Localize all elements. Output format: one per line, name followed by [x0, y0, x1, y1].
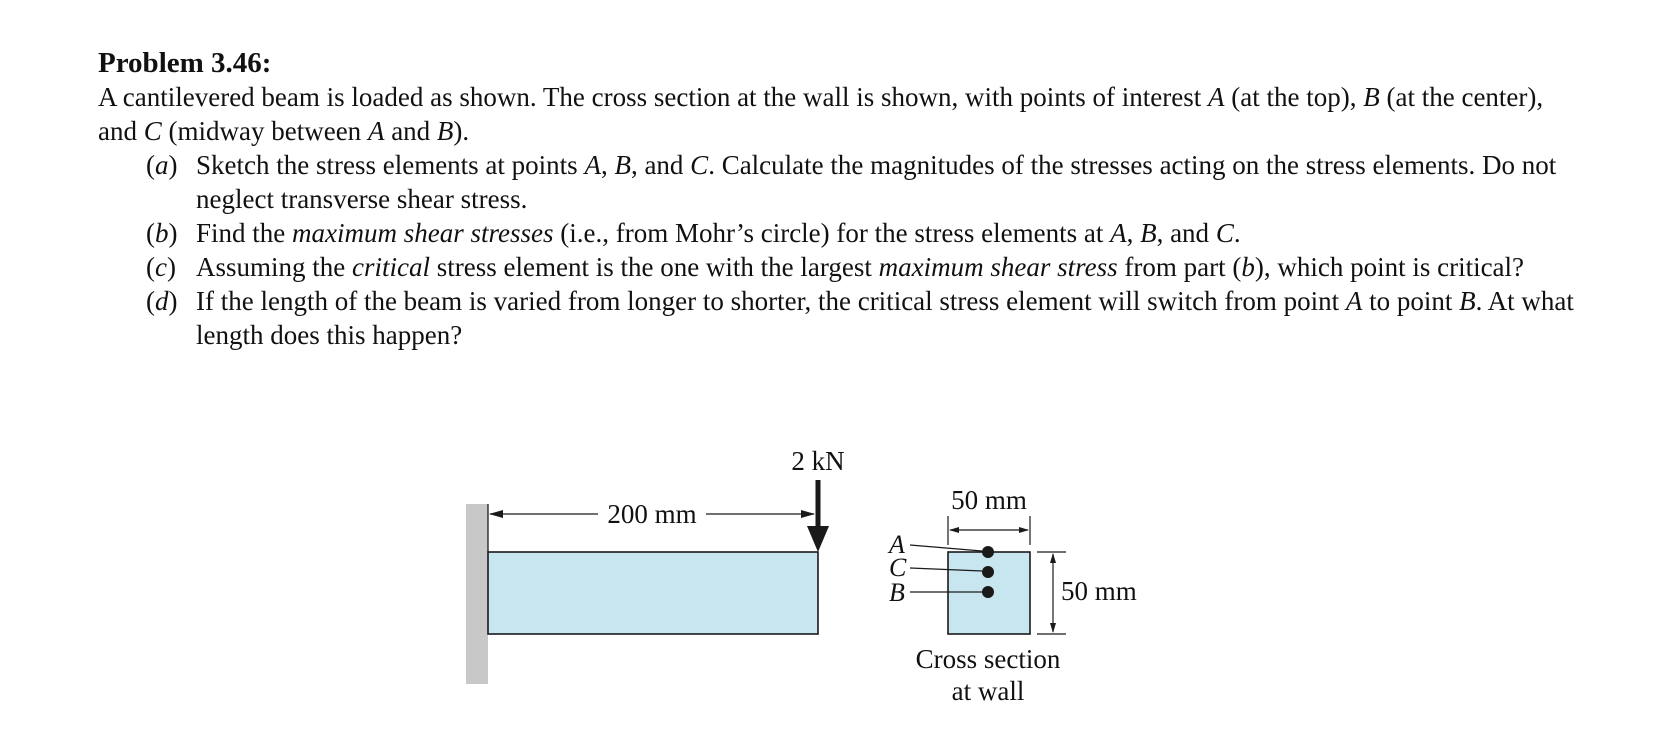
- part-text-segment: , and: [1156, 218, 1216, 248]
- intro-text: (midway between: [161, 116, 368, 146]
- point-a-leader: [910, 545, 982, 551]
- part-text-segment: B: [614, 150, 631, 180]
- intro-point-c: C: [143, 116, 162, 146]
- part-label: (d): [146, 286, 178, 316]
- part-text-segment: A: [1110, 218, 1127, 248]
- part-text-segment: C: [1215, 218, 1234, 248]
- point-b-label: B: [889, 578, 905, 607]
- part-text-segment: , and: [630, 150, 691, 180]
- part-text-segment: stress element is the one with the largest: [430, 252, 879, 282]
- part-text-segment: critical: [352, 252, 430, 282]
- length-label: 200 mm: [607, 499, 697, 529]
- intro-point-b: B: [1363, 82, 1380, 112]
- part-label: (c): [146, 252, 176, 282]
- part-text-segment: from part (: [1117, 252, 1242, 282]
- intro-text: ).: [453, 116, 470, 146]
- load-arrow-head: [807, 526, 829, 552]
- part-text-segment: maximum shear stress: [878, 252, 1118, 282]
- point-a-label: A: [889, 530, 905, 559]
- part-text-segment: maximum shear stresses: [292, 218, 554, 248]
- part-text-segment: If the length of the beam is varied from longer to shorter, the critical stress element will switch from point: [196, 286, 1346, 316]
- part-text-segment: ,: [1126, 218, 1141, 248]
- part-text-segment: Find the: [196, 218, 293, 248]
- point-a-dot: [982, 546, 994, 558]
- part-text-segment: .: [1233, 218, 1241, 248]
- part-label: (b): [146, 218, 178, 248]
- intro-text: (at the center), and: [98, 82, 1544, 146]
- height-label: 50 mm: [1061, 576, 1137, 606]
- point-c-dot: [982, 566, 994, 578]
- cross-section-caption-line2: at wall: [951, 676, 1025, 706]
- part-text-segment: . Calculate the magnitudes of the stresses acting on the stress elements. Do not neglect transverse shear stress.: [196, 150, 1557, 214]
- intro-text: A cantilevered beam is loaded as shown. The cross section at the wall is shown, with points of interest: [98, 82, 1209, 112]
- part-text-segment: ), which point is critical?: [1254, 252, 1525, 282]
- part-text-segment: Sketch the stress elements at points: [196, 150, 585, 180]
- point-c-label: C: [889, 553, 907, 582]
- part-text-segment: Assuming the: [196, 252, 353, 282]
- cross-section-caption-line1: Cross section: [915, 644, 1061, 674]
- beam: [488, 552, 818, 634]
- part-label: (a): [146, 150, 178, 180]
- part-text-segment: b: [1241, 252, 1255, 282]
- wall: [466, 504, 488, 684]
- intro-text: (at the top),: [1224, 82, 1364, 112]
- width-label: 50 mm: [951, 485, 1027, 515]
- part-text-segment: A: [584, 150, 601, 180]
- part-text-segment: ,: [600, 150, 615, 180]
- part-text-segment: B: [1459, 286, 1476, 316]
- intro-point-a: A: [1208, 82, 1225, 112]
- part-text-segment: C: [690, 150, 709, 180]
- part-text-segment: B: [1140, 218, 1157, 248]
- intro-point-b: B: [436, 116, 454, 146]
- part-text-segment: . At what length does this happen?: [196, 286, 1574, 350]
- part-text-segment: to point: [1362, 286, 1460, 316]
- part-text-segment: (i.e., from Mohr’s circle) for the stress elements at: [553, 218, 1111, 248]
- point-b-dot: [982, 586, 994, 598]
- intro-point-a: A: [367, 116, 385, 146]
- intro-text: and: [384, 116, 437, 146]
- problem-title: Problem 3.46:: [98, 47, 272, 79]
- part-text-segment: A: [1345, 286, 1363, 316]
- load-label: 2 kN: [791, 446, 845, 476]
